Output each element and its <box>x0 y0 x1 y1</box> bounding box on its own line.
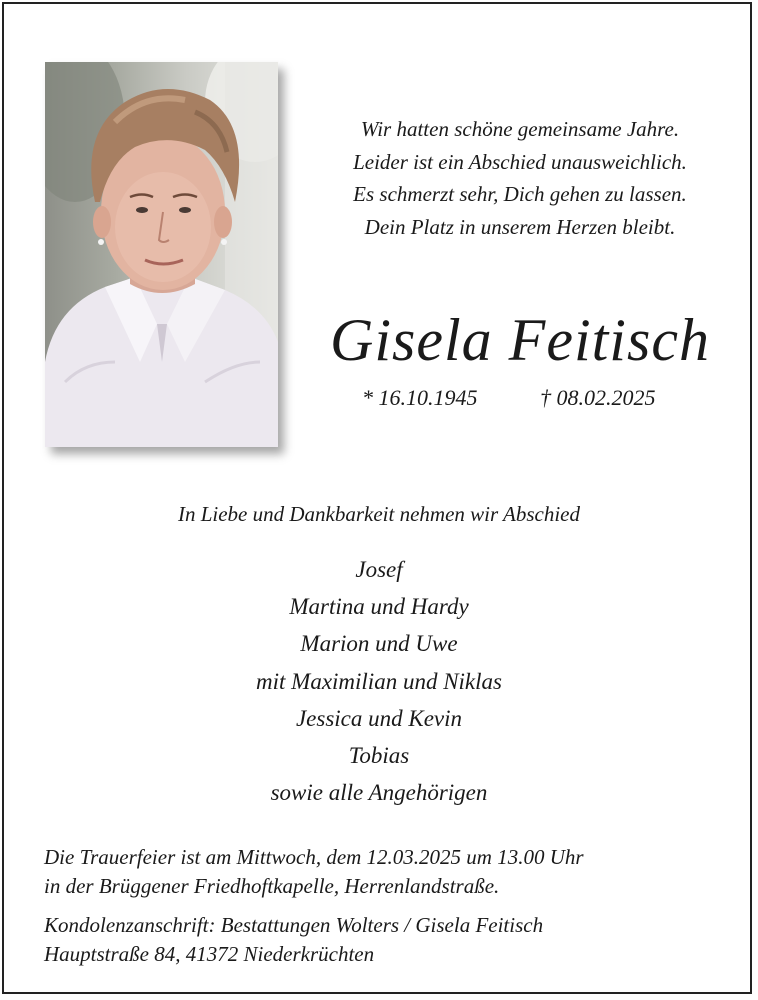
condolence-address <box>44 911 744 969</box>
birth-date: * 16.10.1945 <box>362 385 478 410</box>
mourner-line: Martina und Hardy <box>289 594 469 620</box>
poem-line: Dein Platz in unserem Herzen bleibt. <box>364 214 676 239</box>
farewell-text: In Liebe und Dankbarkeit nehmen wir Abschied <box>177 502 581 526</box>
mourner-line: Jessica und Kevin <box>295 705 463 731</box>
service-line: in der Brüggener Friedhoftkapelle, Herrenlandstraße. <box>44 874 500 898</box>
funeral-service-info <box>44 843 744 901</box>
mourner-line: Tobias <box>348 743 410 769</box>
portrait-illustration <box>45 62 278 447</box>
condolence-line: Hauptstraße 84, 41372 Niederkrüchten <box>44 942 375 966</box>
deceased-name: Gisela Feitisch <box>330 307 710 373</box>
mourners-list <box>0 551 758 811</box>
mourner-line: Josef <box>355 557 403 582</box>
poem-line: Leider ist ein Abschied unausweichlich. <box>353 149 687 174</box>
death-date: † 08.02.2025 <box>540 385 656 410</box>
condolence-line: Kondolenzanschrift: Bestattungen Wolters / Gisela Feitisch <box>44 913 544 937</box>
mourner-line: mit Maximilian und Niklas <box>256 668 502 694</box>
poem-line: Es schmerzt sehr, Dich gehen zu lassen. <box>353 182 687 206</box>
memorial-poem <box>300 113 740 243</box>
service-line: Die Trauerfeier ist am Mittwoch, dem 12.03.2025 um 13.00 Uhr <box>44 845 584 869</box>
mourner-line: sowie alle Angehörigen <box>270 780 488 806</box>
poem-line: Wir hatten schöne gemeinsame Jahre. <box>360 117 680 141</box>
mourner-line: Marion und Uwe <box>300 631 458 657</box>
portrait-photo <box>45 62 278 447</box>
